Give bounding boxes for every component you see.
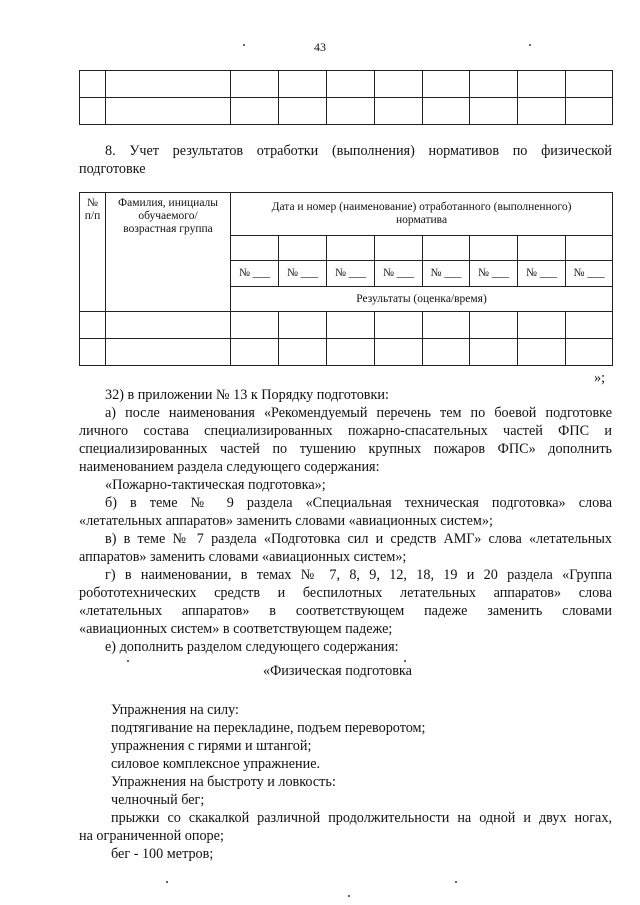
exercise-line: Упражнения на силу: — [111, 702, 239, 718]
exercise-line: силовое комплексное упражнение. — [111, 756, 321, 772]
results-header: Результаты (оценка/время) — [231, 287, 613, 312]
header-num: № п/п — [80, 193, 106, 312]
norm-number-cell: № ___ — [327, 261, 375, 287]
paragraph-line: 32) в приложении № 13 к Порядку подготовки: — [105, 387, 389, 403]
exercise-line: челночный бег; — [111, 792, 205, 808]
section8-line2: подготовке — [79, 161, 146, 177]
paragraph-line: наименованием раздела следующего содержания: — [79, 459, 380, 475]
paragraph-line: в) в теме № 7 раздела «Подготовка сил и средств АМГ» слова «летательных — [105, 531, 612, 547]
header-name: Фамилия, инициалы обучаемого/ возрастная группа — [106, 193, 231, 312]
paragraph-line: е) дополнить разделом следующего содержания: — [105, 639, 399, 655]
top-table-fragment — [79, 70, 613, 125]
paragraph-line: «авиационных систем» в соответствующем падеже; — [79, 621, 393, 637]
section8-line1: 8. Учет результатов отработки (выполнения) нормативов по физической — [105, 143, 612, 159]
paragraph-line: личного состава специализированных пожарно-спасательных частей ФПС и — [79, 423, 612, 439]
paragraph-line: «летательных аппаратов» заменить словами «авиационных систем»; — [79, 513, 493, 529]
norm-number-cell: № ___ — [518, 261, 566, 287]
scan-speck — [348, 895, 350, 897]
section-title: «Физическая подготовка — [263, 663, 412, 679]
records-table — [79, 192, 613, 366]
table-row — [80, 339, 613, 366]
exercise-line: Упражнения на быстроту и ловкость: — [111, 774, 336, 790]
exercise-line: бег - 100 метров; — [111, 846, 214, 862]
paragraph-line: а) после наименования «Рекомендуемый перечень тем по боевой подготовке — [105, 405, 612, 421]
scan-speck — [455, 881, 457, 883]
paragraph-line: б) в теме № 9 раздела «Специальная техническая подготовка» слова — [105, 495, 612, 511]
norm-number-cell: № ___ — [470, 261, 518, 287]
scan-speck — [529, 44, 531, 46]
paragraph-line: специализированных частей по тушению крупных пожаров ФПС» дополнить — [79, 441, 612, 457]
closing-quote: »; — [594, 370, 606, 386]
norm-number-cell: № ___ — [231, 261, 279, 287]
scan-speck — [404, 660, 406, 662]
norm-number-cell: № ___ — [423, 261, 470, 287]
norm-number-cell: № ___ — [566, 261, 613, 287]
table-row — [80, 312, 613, 339]
page-number: 43 — [314, 40, 326, 54]
exercise-line: подтягивание на перекладине, подъем переворотом; — [111, 720, 426, 736]
exercise-line: упражнения с гирями и штангой; — [111, 738, 312, 754]
paragraph-line: «Пожарно-тактическая подготовка»; — [105, 477, 326, 493]
header-norm: Дата и номер (наименование) отработанного (выполненного) норматива — [231, 193, 613, 236]
norm-number-cell: № ___ — [279, 261, 327, 287]
paragraph-line: робототехнических средств и беспилотных летательных аппаратов» слова — [79, 585, 612, 601]
paragraph-line: г) в наименовании, в темах № 7, 8, 9, 12, 18, 19 и 20 раздела «Группа — [105, 567, 612, 583]
scan-speck — [243, 44, 245, 46]
paragraph-line: «летательных аппаратов» в соответствующем падеже заменить словами — [79, 603, 612, 619]
scan-speck — [127, 660, 129, 662]
norm-number-cell: № ___ — [375, 261, 423, 287]
paragraph-line: аппаратов» заменить словами «авиационных систем»; — [79, 549, 407, 565]
exercise-line: на ограниченной опоре; — [79, 828, 224, 844]
exercise-line: прыжки со скакалкой различной продолжительности на одной и двух ногах, — [111, 810, 612, 826]
scan-speck — [166, 881, 168, 883]
